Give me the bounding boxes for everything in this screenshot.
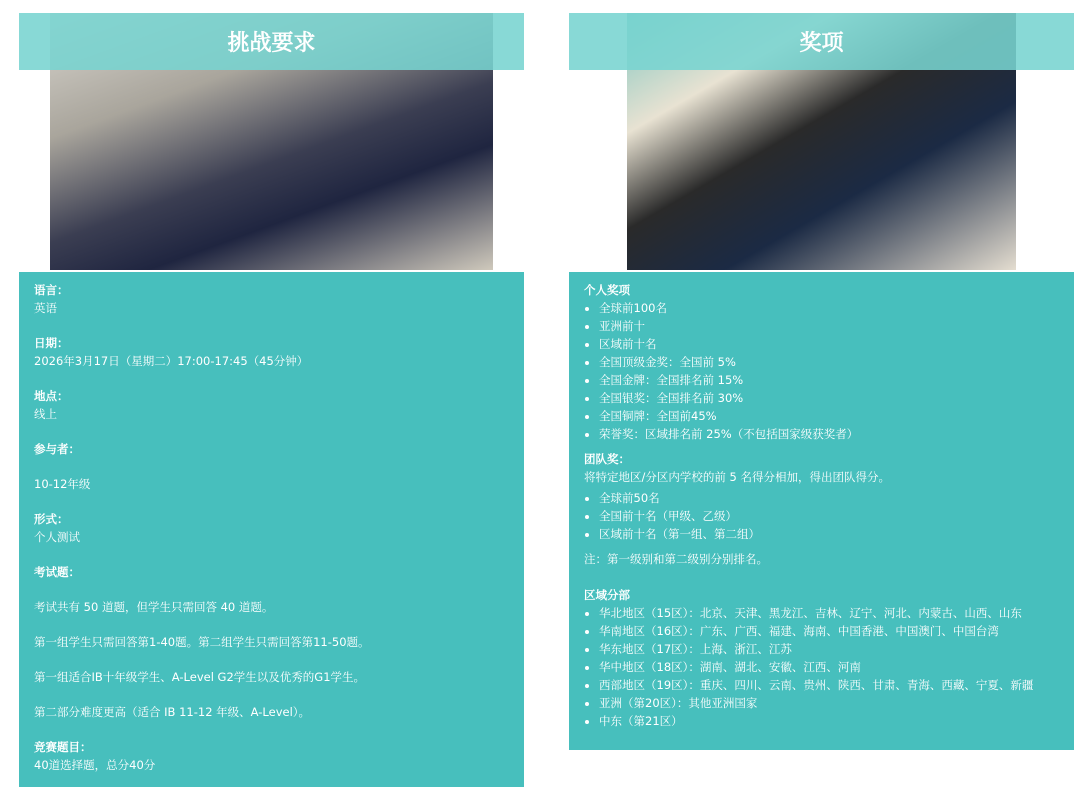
questions-value: 40道选择题，总分40分	[34, 758, 156, 772]
card-title: 奖项	[569, 13, 1074, 70]
regions-list	[584, 604, 1059, 730]
exam-para: 第一组适合IB十年级学生、A-Level G2学生以及优秀的G1学生。	[34, 670, 366, 684]
list-item: • 华东地区（17区）：上海、浙江、江苏	[599, 640, 1059, 658]
list-item: • 全球前100名	[599, 299, 1059, 317]
card-title: 挑战要求	[19, 13, 524, 70]
participants-value: 10-12年级	[34, 477, 91, 491]
regions-label: 区域分部	[584, 588, 630, 602]
format-label: 形式：	[34, 512, 69, 526]
questions-label: 竞赛题目：	[34, 740, 92, 754]
list-item: • 全国金牌：全国排名前 15%	[599, 371, 1059, 389]
exam-para: 第一组学生只需回答第1-40题。第二组学生只需回答第11-50题。	[34, 635, 370, 649]
list-item: • 区域前十名（第一组、第二组）	[599, 525, 1059, 543]
list-item: • 全球前50名	[599, 489, 1059, 507]
individual-awards-label: 个人奖项	[584, 283, 630, 297]
list-item: • 亚洲前十	[599, 317, 1059, 335]
list-item: • 荣誉奖：区域排名前 25%（不包括国家级获奖者）	[599, 425, 1059, 443]
exam-label: 考试题：	[34, 565, 80, 579]
team-awards-label: 团队奖：	[584, 452, 630, 466]
language-value: 英语	[34, 301, 57, 315]
individual-awards-list	[584, 299, 1059, 443]
team-awards-list	[584, 489, 1059, 543]
list-item: • 全国银奖：全国排名前 30%	[599, 389, 1059, 407]
list-item: • 区域前十名	[599, 335, 1059, 353]
note: 注：第一级别和第二级别分别排名。	[584, 552, 768, 566]
list-item: • 中东（第21区）	[599, 712, 1059, 730]
language-label: 语言：	[34, 283, 69, 297]
date-value: 2026年3月17日（星期二）17:00-17:45（45分钟）	[34, 354, 309, 368]
list-item: • 全国铜牌：全国前45%	[599, 407, 1059, 425]
list-item: • 华南地区（16区）：广东、广西、福建、海南、中国香港、中国澳门、中国台湾	[599, 622, 1059, 640]
list-item: • 全国前十名（甲级、乙级）	[599, 507, 1059, 525]
team-awards-desc: 将特定地区/分区内学校的前 5 名得分相加，得出团队得分。	[584, 470, 890, 484]
list-item: • 西部地区（19区）：重庆、四川、云南、贵州、陕西、甘肃、青海、西藏、宁夏、新疆	[599, 676, 1059, 694]
date-label: 日期：	[34, 336, 69, 350]
list-item: • 全国顶级金奖：全国前 5%	[599, 353, 1059, 371]
participants-label: 参与者：	[34, 442, 80, 456]
list-item: • 亚洲（第20区）：其他亚洲国家	[599, 694, 1059, 712]
format-value: 个人测试	[34, 530, 80, 544]
location-value: 线上	[34, 407, 57, 421]
awards-body	[569, 272, 1074, 750]
exam-para: 第二部分难度更高（适合 IB 11-12 年级、A-Level）。	[34, 705, 311, 719]
list-item: • 华中地区（18区）：湖南、湖北、安徽、江西、河南	[599, 658, 1059, 676]
location-label: 地点：	[34, 389, 69, 403]
list-item: • 华北地区（15区）：北京、天津、黑龙江、吉林、辽宁、河北、内蒙古、山西、山东	[599, 604, 1059, 622]
exam-para: 考试共有 50 道题，但学生只需回答 40 道题。	[34, 600, 274, 614]
requirements-body	[19, 272, 524, 787]
